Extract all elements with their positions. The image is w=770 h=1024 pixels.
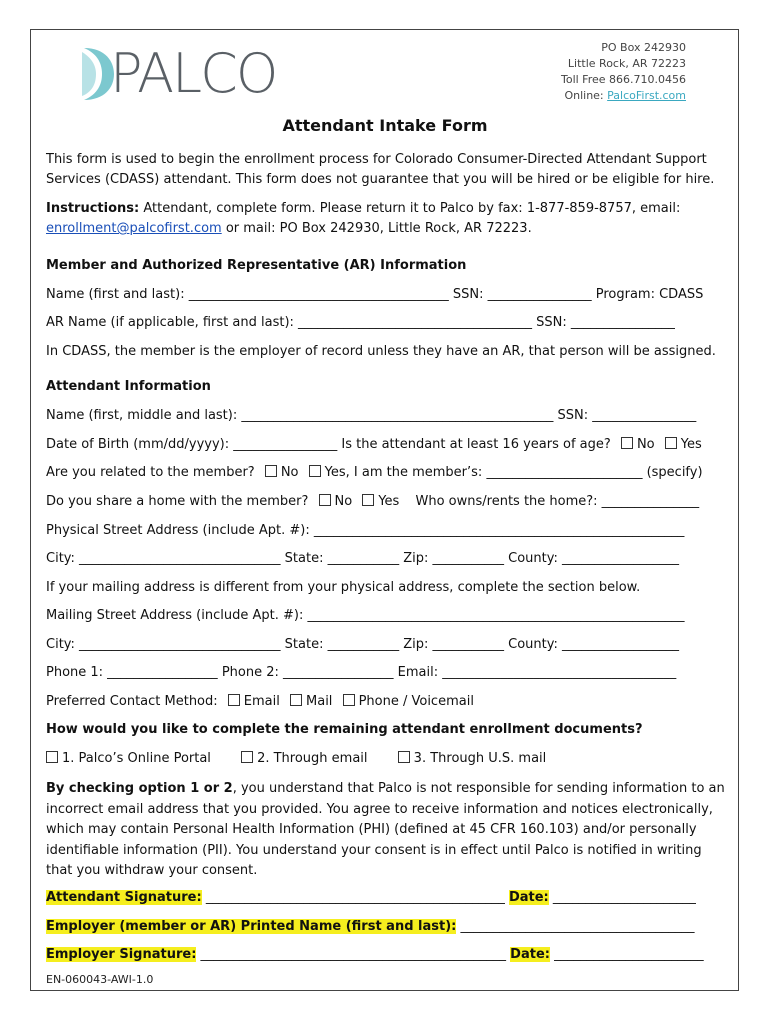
employer-note: In CDASS, the member is the employer of record unless they have an AR, that person will be assigned. [46, 344, 716, 359]
contact-email-label: Email [243, 694, 280, 709]
form-title: Attendant Intake Form [282, 116, 488, 135]
share-yes-checkbox[interactable] [362, 494, 374, 506]
phone-line: Toll Free 866.710.0456 [560, 73, 686, 86]
address-line: PO Box 242930 [601, 41, 686, 54]
contact-method-row [46, 694, 474, 709]
mailing-city-row[interactable]: City: _______________________________ State: ___________ Zip: ___________ County: __________________ [46, 637, 680, 652]
date-label: Date: [508, 890, 549, 905]
form-code: EN-060043-AWI-1.0 [46, 973, 154, 986]
employer-name-field[interactable]: ____________________________________ [456, 919, 695, 934]
home-owner-field[interactable]: Who owns/rents the home?: _______________ [415, 494, 700, 509]
contact-phone-label: Phone / Voicemail [358, 694, 474, 709]
email-link[interactable]: enrollment@palcofirst.com [46, 221, 222, 236]
physical-city-row[interactable]: City: _______________________________ State: ___________ Zip: ___________ County: __________________ [46, 551, 680, 566]
consent-text: , you understand that Palco is not responsible for sending information to an incorrect email address that you provided. You agree to receive information and notices electronically, which may contain Personal Health Information (PHI) (defined at 45 CFR 160.103) and/or personally identifiable information (PII). You understand your consent is in effect until Palco is notified in writing that you withdraw your consent. [46, 781, 725, 878]
share-home-question: Do you share a home with the member? [46, 494, 309, 509]
attendant-signature-row [46, 890, 696, 905]
share-yes-label: Yes [378, 494, 400, 509]
address-line: Little Rock, AR 72223 [567, 57, 686, 70]
palco-logo [80, 44, 310, 104]
documents-question: How would you like to complete the remaining attendant enrollment documents? [46, 722, 643, 737]
contact-mail-checkbox[interactable] [290, 694, 302, 706]
age-yes-checkbox[interactable] [665, 437, 677, 449]
date-label-2: Date: [510, 947, 550, 962]
attendant-signature-label: Attendant Signature: [46, 890, 202, 905]
portal-option-label: 1. Palco’s Online Portal [62, 751, 211, 766]
dob-row [46, 437, 702, 452]
instructions-label: Instructions: [46, 201, 140, 216]
mail-option-label: 3. Through U.S. mail [413, 751, 547, 766]
employer-signature-label: Employer Signature: [46, 947, 197, 962]
instructions-paragraph [46, 199, 726, 239]
related-yes-label[interactable]: Yes, I am the member’s: ________________________ (specify) [324, 465, 703, 480]
ar-name-row[interactable]: AR Name (if applicable, first and last): ____________________________________ SSN: ________________ [46, 315, 675, 330]
employer-signature-field[interactable]: _______________________________________________ [196, 947, 511, 962]
mailing-note: If your mailing address is different from your physical address, complete the section below. [46, 580, 641, 595]
age-no-label: No [636, 437, 655, 452]
employer-name-label: Employer (member or AR) Printed Name (first and last): [46, 919, 457, 934]
related-no-checkbox[interactable] [265, 465, 277, 477]
attendant-signature-field[interactable]: ______________________________________________ [201, 890, 509, 905]
instructions-text: Attendant, complete form. Please return it to Palco by fax: 1-877-859-8757, email: [139, 201, 681, 216]
member-section-heading: Member and Authorized Representative (AR) Information [46, 258, 467, 273]
related-no-label: No [280, 465, 299, 480]
company-address [561, 40, 686, 104]
attendant-section-heading: Attendant Information [46, 379, 211, 394]
share-no-checkbox[interactable] [319, 494, 331, 506]
contact-email-checkbox[interactable] [228, 694, 240, 706]
email-option-checkbox[interactable] [241, 751, 253, 763]
share-home-row [46, 494, 699, 509]
documents-options-row [40, 751, 546, 766]
logo-wordmark: PALCO [110, 42, 277, 105]
related-question: Are you related to the member? [46, 465, 255, 480]
related-yes-checkbox[interactable] [309, 465, 321, 477]
contact-mail-label: Mail [306, 694, 333, 709]
date-field[interactable]: ______________________ [548, 890, 696, 905]
dob-label[interactable]: Date of Birth (mm/dd/yyyy): ________________ Is the attendant at least 16 years of age? [46, 437, 611, 452]
age-no-checkbox[interactable] [621, 437, 633, 449]
age-yes-label: Yes [680, 437, 702, 452]
contact-phone-checkbox[interactable] [343, 694, 355, 706]
email-option-label: 2. Through email [257, 751, 368, 766]
related-row [46, 465, 703, 480]
instructions-text-2: or mail: PO Box 242930, Little Rock, AR 72223. [221, 221, 532, 236]
website-line [561, 88, 686, 104]
attendant-name-row[interactable]: Name (first, middle and last): ________________________________________________ SSN: ________________ [46, 408, 697, 423]
website-label: Online: [564, 89, 608, 102]
share-no-label: No [334, 494, 353, 509]
portal-option-checkbox[interactable] [46, 751, 58, 763]
date-field-2[interactable]: _______________________ [549, 947, 704, 962]
mail-option-checkbox[interactable] [398, 751, 410, 763]
intro-paragraph: This form is used to begin the enrollment process for Colorado Consumer-Directed Attendant Support Services (CDASS) attendant. This form does not guarantee that you will be hired or be eligible for hire. [46, 152, 715, 187]
employer-name-row [46, 919, 695, 934]
consent-paragraph [46, 779, 726, 882]
consent-bold: By checking option 1 or 2 [46, 781, 233, 796]
employer-signature-row [46, 947, 704, 962]
mailing-address-row[interactable]: Mailing Street Address (include Apt. #): __________________________________________________________ [46, 608, 685, 623]
contact-method-label: Preferred Contact Method: [46, 694, 218, 709]
website-link[interactable]: PalcoFirst.com [607, 89, 686, 102]
physical-address-row[interactable]: Physical Street Address (include Apt. #): _________________________________________________________ [46, 523, 685, 538]
phone-email-row[interactable]: Phone 1: _________________ Phone 2: _________________ Email: ____________________________________ [46, 665, 677, 680]
member-name-row[interactable]: Name (first and last): ________________________________________ SSN: ________________ Program: CDASS [46, 287, 704, 302]
